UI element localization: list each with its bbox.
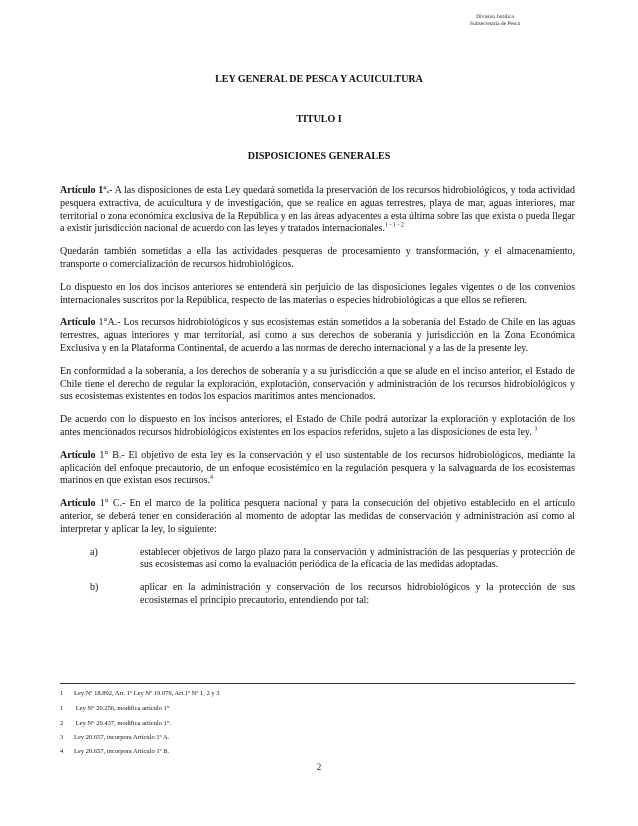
- article-1-text: A las disposiciones de esta Ley quedará sometida la preservación de los recursos hidrobiológicos, y toda actividad pesquera extractiva, de acuicultura y de investigación, que se realice en aguas terrestres, playa de mar, aguas interiores, mar territorial o zona económica exclusiva de la República y en las áreas adyacentes a esta última sobre las que exista o pueda llegar a existir jurisdicción nacional de acuerdo con las leyes y tratados internacionales.: [60, 185, 575, 235]
- list-item: [60, 582, 575, 608]
- footnote: [60, 748, 575, 756]
- footnote-text: Ley N° 20.256, modifica artículo 1°: [74, 705, 170, 712]
- list-item-text: aplicar en la administración y conservación de los recursos hidrobiológicos y la protección de sus ecosistemas el principio precautorio, entendiendo por tal:: [140, 582, 575, 606]
- article-1c: [60, 498, 575, 536]
- list-item-label: b): [90, 582, 99, 594]
- footnote-text: Ley Nº 18.892, Art. 1º Ley Nº 19.079, Art.1º Nº 1, 2 y 3: [74, 690, 220, 697]
- page-header: [470, 14, 520, 28]
- article-1c-text: 1° C.- En el marco de la política pesquera nacional y para la consecución del objetivo establecido en el artículo anterior, se deberá tener en consideración al momento de adoptar las medidas de conservación y administración así como al interpretar y aplicar la ley, lo siguiente:: [60, 498, 576, 535]
- article-1a-label: Artículo: [60, 317, 96, 329]
- article-1-refs: 1 - 1 - 2: [384, 223, 404, 230]
- paragraph-2: Quedarán también sometidas a ella las actividades pesqueras de procesamiento y transformación, y el almacenamiento, transporte o comercialización de recursos hidrobiológicos.: [60, 246, 575, 270]
- footnote-number: 1: [60, 705, 64, 712]
- footnote-number: 3: [60, 734, 64, 741]
- header-division: División Jurídica: [476, 14, 514, 20]
- footnote: [60, 720, 575, 728]
- footnote: [60, 705, 575, 713]
- paragraph-6: [60, 414, 575, 440]
- footnote-number: 1: [60, 690, 64, 697]
- article-1a-text: 1°A.- Los recursos hidrobiológicos y sus ecosistemas están sometidos a la soberanía del Estado de Chile en las aguas terrestres, aguas interiores y mar territorial, así como a sus derechos de soberanía y jurisdicción en la Zona Económica Exclusiva y en la Plataforma Continental, de acuerdo a las normas de derecho internacional y a las de la presente ley.: [60, 317, 576, 354]
- article-1b: [60, 450, 575, 488]
- footnote-text: Ley N° 20.437, modifica artículo 1°.: [74, 720, 172, 727]
- law-title: LEY GENERAL DE PESCA Y ACUICULTURA: [215, 74, 423, 85]
- article-1b-text: 1° B.- El objetivo de esta ley es la conservación y el uso sustentable de los recursos hidrobiológicos, mediante la aplicación del enfoque precautorio, de un enfoque ecosistémico en la regulación pesquera y la salvaguarda de los ecosistemas marinos en que existan esos recursos.: [60, 449, 576, 487]
- list-item-text: establecer objetivos de largo plazo para la conservación y administración de las pesquerías y protección de sus ecosistemas así como la evaluación periódica de la eficacia de las medidas adoptadas.: [140, 546, 575, 571]
- article-1a: [60, 317, 575, 355]
- footnote: [60, 734, 575, 742]
- paragraph-5: En conformidad a la soberanía, a los derechos de soberanía y a su jurisdicción a que se alude en el inciso anterior, el Estado de Chile tiene el derecho de regular la exploración, explotación, conservación y administración de los recursos hidrobiológicos y sus ecosistemas existentes en todos los espacios marítimos antes mencionados.: [60, 365, 575, 403]
- footnote-text: Ley 20.657, incorpora Artículo 1º A.: [74, 734, 170, 741]
- footnote-text: Ley 20.657, incorpora Artículo 1º B.: [74, 748, 170, 755]
- paragraph-6-text: De acuerdo con lo dispuesto en los incisos anteriores, el Estado de Chile podrá autorizar la exploración y explotación de los antes mencionados recursos hidrobiológicos existentes en los espacios referidos, sujeto a las disposiciones de esta ley.: [60, 414, 575, 438]
- article-1: [60, 185, 575, 236]
- footnote: [60, 690, 575, 698]
- article-1c-label: Artículo: [60, 498, 96, 510]
- section-heading: DISPOSICIONES GENERALES: [247, 151, 391, 162]
- footnote-divider: [60, 683, 575, 684]
- article-1-label: Artículo 1º.-: [60, 185, 113, 196]
- footnote-number: 2: [60, 720, 64, 727]
- header-subsecretaria: Subsecretaría de Pesca: [469, 21, 520, 27]
- list-item-label: a): [90, 546, 98, 558]
- titulo-heading: TITULO I: [296, 114, 342, 125]
- document-body: [60, 185, 575, 618]
- article-1b-label: Artículo: [60, 449, 96, 461]
- list-item: [60, 547, 575, 573]
- footnote-number: 4: [60, 748, 64, 755]
- paragraph-6-ref: 3: [534, 426, 538, 433]
- paragraph-3: Lo dispuesto en los dos incisos anteriores se entenderá sin perjuicio de las disposiciones legales vigentes o de los convenios internacionales suscritos por la República, respecto de las materias o especies hidrobiológicas a que ellos se refieren.: [60, 281, 575, 306]
- article-1b-ref: 4: [209, 475, 213, 482]
- page-number: 2: [316, 762, 322, 772]
